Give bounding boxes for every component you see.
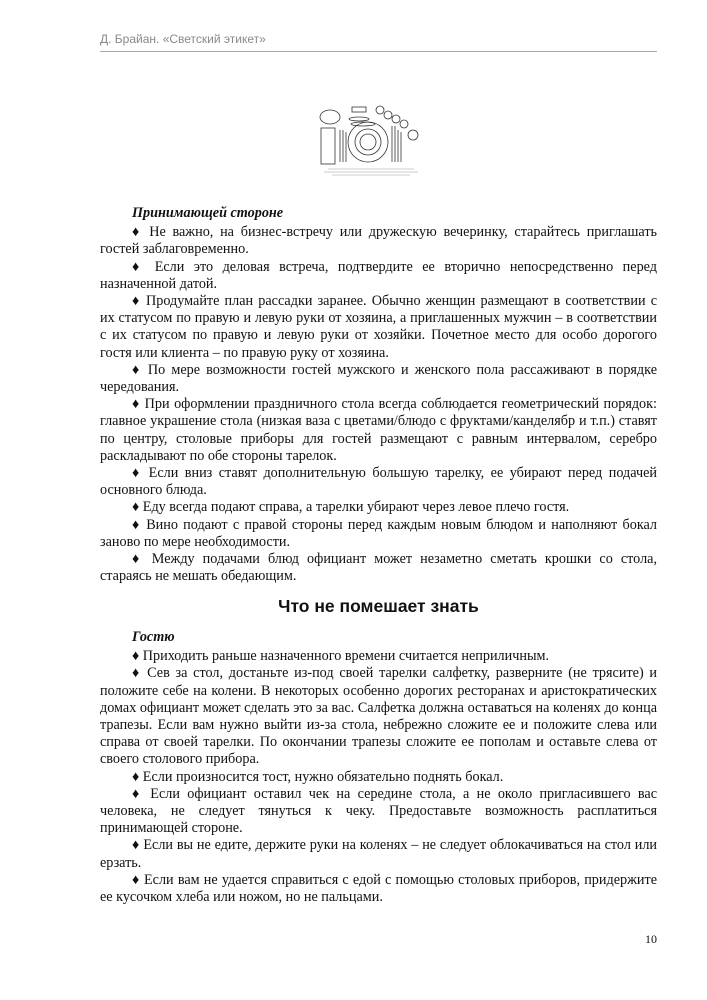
section-guest bbox=[100, 629, 657, 906]
paragraph: ♦ Вино подают с правой стороны перед каждым новым блюдом и наполняют бокал заново по мере необходимости. bbox=[100, 516, 657, 550]
paragraph: ♦ По мере возможности гостей мужского и женского пола рассаживают в порядке чередования. bbox=[100, 361, 657, 396]
page-number: 10 bbox=[645, 932, 657, 946]
table-setting-illustration bbox=[318, 102, 424, 182]
paragraph: ♦ Не важно, на бизнес-встречу или дружескую вечеринку, старайтесь приглашать гостей заблаговременно. bbox=[100, 224, 657, 258]
paragraph: ♦ Приходить раньше назначенного времени считается неприличным. bbox=[132, 648, 550, 665]
paragraph: ♦ Если вы не едите, держите руки на коленях – не следует облокачиваться на стол или ерзать. bbox=[100, 837, 657, 871]
paragraph: ♦ Если вам не удается справиться с едой с помощью столовых приборов, придержите ее кусочком хлеба или ножом, но не пальцами. bbox=[100, 871, 657, 906]
section-host bbox=[100, 205, 657, 585]
section-heading: Что не помешает знать bbox=[278, 596, 479, 616]
running-header: Д. Брайан. «Светский этикет» bbox=[100, 32, 266, 46]
paragraph: ♦ Если официант оставил чек на середине стола, а не около пригласившего вас человека, не следует тянуться к чеку. Предоставьте возможность расплатиться принимающей стороне. bbox=[100, 785, 657, 837]
paragraph: ♦ Сев за стол, достаньте из-под своей тарелки салфетку, разверните (не трясите) и положите себе на колени. В некоторых особенно дорогих ресторанах и аристократических домах официант может сделать это за вас. Салфетка должна оставаться на коленях до конца трапезы. Если вам нужно выйти из-за стола, небрежно сложите ее и положите слева или справа от своей тарелки. По окончании трапезы сложите ее пополам и оставьте слева от своего столового прибора. bbox=[100, 665, 657, 768]
paragraph: ♦ Если произносится тост, нужно обязательно поднять бокал. bbox=[132, 768, 504, 785]
paragraph: ♦ Если вниз ставят дополнительную большую тарелку, ее убирают перед подачей основного блюда. bbox=[100, 465, 657, 499]
paragraph: ♦ Если это деловая встреча, подтвердите ее вторично непосредственно перед назначенной датой. bbox=[100, 258, 657, 292]
header-rule bbox=[100, 51, 657, 52]
subheading-guest: Гостю bbox=[132, 629, 175, 645]
paragraph: ♦ Продумайте план рассадки заранее. Обычно женщин размещают в соответствии с их статусом по правую и левую руки от хозяина, а приглашенных мужчин – в соответствии с их статусом по правую и левую руки от хозяйки. Почетное место для особо дорогого гостя или клиента – по правую руку от хозяина. bbox=[100, 293, 657, 361]
subheading-host: Принимающей стороне bbox=[132, 205, 284, 221]
paragraph: ♦ Между подачами блюд официант может незаметно сметать крошки со стола, стараясь не мешать обедающим. bbox=[100, 551, 657, 585]
paragraph: ♦ При оформлении праздничного стола всегда соблюдается геометрический порядок: главное украшение стола (низкая ваза с цветами/блюдо с фруктами/канделябр и т.п.) ставят по центру, столовые приборы для гостей размещают с равным интервалом, серебро раскладывают по обе стороны тарелок. bbox=[100, 396, 657, 464]
paragraph: ♦ Еду всегда подают справа, а тарелки убирают через левое плечо гостя. bbox=[132, 499, 570, 516]
